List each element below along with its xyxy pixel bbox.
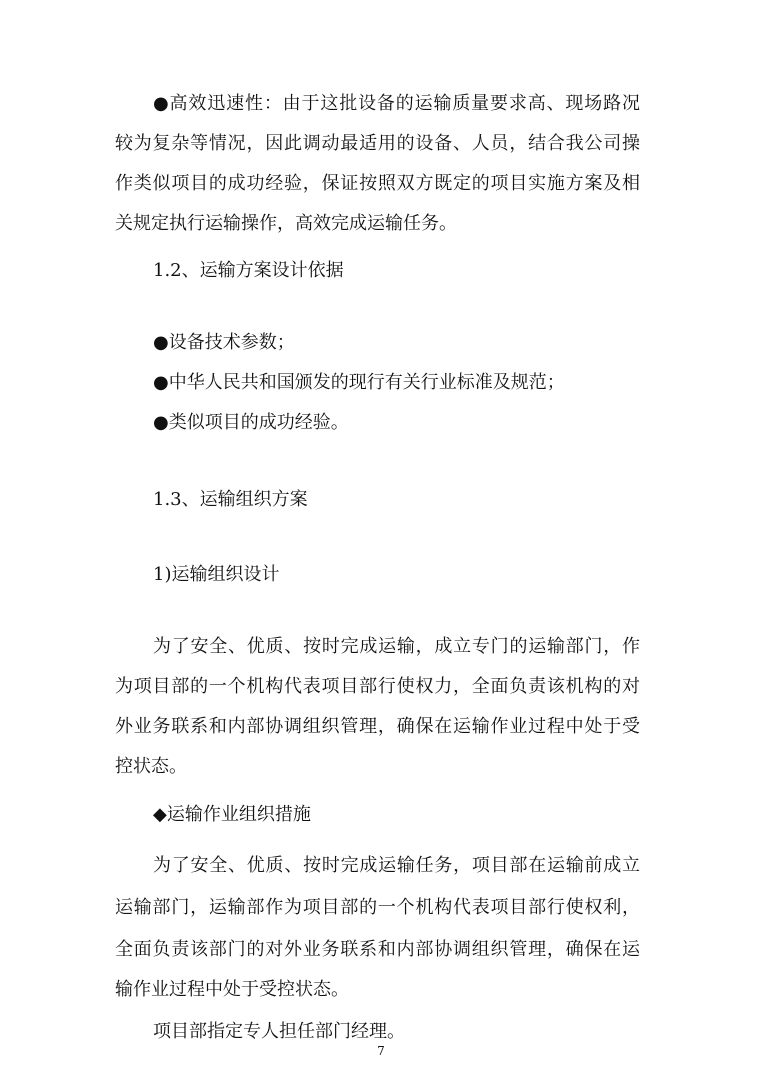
measures-paragraph-line-3: 全面负责该部门的对外业务联系和内部协调组织管理，确保在运 xyxy=(115,939,640,960)
org-design-paragraph-line-3: 外业务联系和内部协调组织管理，确保在运输作业过程中处于受 xyxy=(115,716,640,737)
org-design-paragraph-line-4: 控状态。 xyxy=(115,756,187,777)
efficiency-paragraph-line-2: 较为复杂等情况，因此调动最适用的设备、人员，结合我公司操 xyxy=(115,133,640,154)
measures-paragraph-line-2: 运输部门，运输部作为项目部的一个机构代表项目部行使权利， xyxy=(115,897,640,918)
org-design-paragraph-line-2: 为项目部的一个机构代表项目部行使权力，全面负责该机构的对 xyxy=(115,676,640,697)
measures-paragraph-line-1: 为了安全、优质、按时完成运输任务，项目部在运输前成立 xyxy=(153,855,640,876)
efficiency-paragraph-line-4: 关规定执行运输操作，高效完成运输任务。 xyxy=(115,213,457,234)
measures-heading: ◆运输作业组织措施 xyxy=(153,804,311,825)
section-heading-1-2: 1.2、运输方案设计依据 xyxy=(153,260,344,281)
basis-list-item: ●中华人民共和国颁发的现行有关行业标准及规范； xyxy=(153,372,565,393)
section-heading-1-3: 1.3、运输组织方案 xyxy=(153,489,308,510)
efficiency-paragraph-line-3: 作类似项目的成功经验，保证按照双方既定的项目实施方案及相 xyxy=(115,173,640,194)
page-number: 7 xyxy=(377,1044,385,1058)
basis-list-item: ●设备技术参数； xyxy=(153,332,295,353)
subsection-heading: 1)运输组织设计 xyxy=(153,564,280,585)
org-design-paragraph-line-1: 为了安全、优质、按时完成运输，成立专门的运输部门，作 xyxy=(153,636,640,657)
basis-list-item: ●类似项目的成功经验。 xyxy=(153,412,349,433)
manager-paragraph: 项目部指定专人担任部门经理。 xyxy=(153,1021,405,1042)
efficiency-paragraph-line-1: ●高效迅速性：由于这批设备的运输质量要求高、现场路况 xyxy=(153,93,640,114)
measures-paragraph-line-4: 输作业过程中处于受控状态。 xyxy=(115,979,349,1000)
